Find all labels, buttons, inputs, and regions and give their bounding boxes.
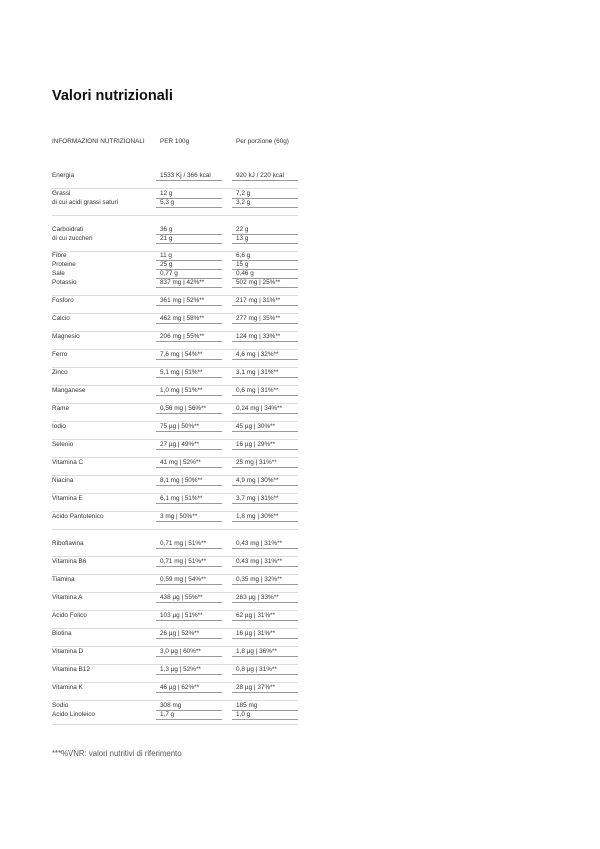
- nutrient-label: Potassio: [52, 279, 77, 286]
- table-header: [52, 134, 298, 148]
- value-per-portion: 15 g: [236, 261, 249, 268]
- row-divider: [156, 503, 222, 504]
- row-divider: [156, 521, 222, 522]
- nutrient-label: Rame: [52, 405, 70, 412]
- value-per-portion: 25 mg | 31%**: [236, 459, 277, 466]
- value-per-portion: 0,24 mg | 34%**: [236, 405, 283, 412]
- value-per-portion: 7,2 g: [236, 190, 251, 197]
- row-separator: [52, 403, 298, 404]
- value-per-portion: 6,6 g: [236, 252, 251, 259]
- row-divider: [232, 719, 298, 720]
- row-separator: [52, 475, 298, 476]
- row-separator: [52, 592, 298, 593]
- row-divider: [232, 674, 298, 675]
- value-per-100g: 3,0 µg | 60%**: [160, 648, 201, 655]
- row-divider: [232, 584, 298, 585]
- value-per-portion: 1,8 mg | 30%**: [236, 513, 279, 520]
- nutrient-label: Acido Linoleico: [52, 711, 95, 718]
- row-separator: [52, 574, 298, 575]
- value-per-portion: 62 µg | 31%**: [236, 612, 276, 619]
- row-separator: [52, 646, 298, 647]
- value-per-100g: 308 mg: [160, 702, 182, 709]
- row-divider: [232, 377, 298, 378]
- nutrient-label: Vitamina D: [52, 648, 84, 655]
- value-per-portion: 277 mg | 35%**: [236, 315, 281, 322]
- nutrient-label: Sodio: [52, 702, 69, 709]
- value-per-portion: 0,35 mg | 32%**: [236, 576, 283, 583]
- footnote: ***%VNR: valori nutritivi di riferimento: [52, 749, 182, 758]
- value-per-100g: 41 mg | 52%**: [160, 459, 201, 466]
- header-info: INFORMAZIONI NUTRIZIONALI: [52, 138, 145, 145]
- nutrient-label: Magnesio: [52, 333, 80, 340]
- row-divider: [232, 566, 298, 567]
- value-per-portion: 0,8 µg | 31%**: [236, 666, 277, 673]
- value-per-portion: 0,46 g: [236, 270, 254, 277]
- row-separator: [52, 457, 298, 458]
- row-separator: [52, 493, 298, 494]
- row-separator: [52, 682, 298, 683]
- row-divider: [156, 566, 222, 567]
- nutrient-label: Calcio: [52, 315, 70, 322]
- nutrient-label: Vitamina B12: [52, 666, 90, 673]
- row-separator: [52, 367, 298, 368]
- row-divider: [156, 674, 222, 675]
- nutrient-label: Fosforo: [52, 297, 74, 304]
- row-divider: [232, 548, 298, 549]
- nutrient-label: Acido Pantotenico: [52, 513, 104, 520]
- value-per-portion: 13 g: [236, 235, 249, 242]
- row-divider: [156, 377, 222, 378]
- value-per-100g: 0,77 g: [160, 270, 178, 277]
- value-per-portion: 16 µg | 31%**: [236, 630, 276, 637]
- value-per-portion: 1,0 g: [236, 711, 251, 718]
- header-per-100g: PER 100g: [160, 138, 190, 145]
- value-per-portion: 185 mg: [236, 702, 258, 709]
- value-per-100g: 1,3 µg | 52%**: [160, 666, 201, 673]
- row-divider: [156, 692, 222, 693]
- value-per-100g: 75 µg | 50%**: [160, 423, 200, 430]
- value-per-100g: 25 g: [160, 261, 173, 268]
- row-divider: [156, 287, 222, 288]
- row-separator: [52, 385, 298, 386]
- nutrient-label: Sale: [52, 270, 65, 277]
- nutrient-label: di cui zuccheri: [52, 235, 93, 242]
- row-divider: [232, 620, 298, 621]
- row-separator: [52, 700, 298, 701]
- row-divider: [156, 323, 222, 324]
- row-separator: [52, 313, 298, 314]
- value-per-portion: 1,8 µg | 36%**: [236, 648, 277, 655]
- page-title: Valori nutrizionali: [52, 88, 173, 104]
- row-divider: [156, 467, 222, 468]
- nutrient-label: Fibre: [52, 252, 67, 259]
- value-per-100g: 361 mg | 52%**: [160, 297, 205, 304]
- nutrient-label: Iodio: [52, 423, 66, 430]
- value-per-100g: 8,1 mg | 50%**: [160, 477, 203, 484]
- nutrient-label: Acido Folico: [52, 612, 87, 619]
- value-per-100g: 1533 Kj / 366 kcal: [160, 172, 211, 179]
- row-divider: [232, 602, 298, 603]
- row-divider: [232, 656, 298, 657]
- value-per-100g: 12 g: [160, 190, 173, 197]
- row-separator: [52, 529, 298, 530]
- row-divider: [232, 431, 298, 432]
- row-separator: [52, 421, 298, 422]
- nutrient-label: Proteine: [52, 261, 76, 268]
- value-per-100g: 36 g: [160, 226, 173, 233]
- value-per-portion: 0,6 mg | 31%**: [236, 387, 279, 394]
- value-per-100g: 27 µg | 49%**: [160, 441, 200, 448]
- value-per-100g: 438 µg | 55%**: [160, 594, 203, 601]
- nutrient-label: Vitamina C: [52, 459, 84, 466]
- value-per-100g: 21 g: [160, 235, 173, 242]
- value-per-100g: 0,59 mg | 54%**: [160, 576, 207, 583]
- row-divider: [156, 305, 222, 306]
- value-per-portion: 502 mg | 25%**: [236, 279, 281, 286]
- row-divider: [232, 323, 298, 324]
- row-divider: [232, 692, 298, 693]
- row-divider: [156, 413, 222, 414]
- row-separator: [52, 724, 298, 725]
- value-per-portion: 217 mg | 31%**: [236, 297, 281, 304]
- value-per-100g: 103 µg | 51%**: [160, 612, 203, 619]
- value-per-portion: 4,9 mg | 30%**: [236, 477, 279, 484]
- row-divider: [232, 287, 298, 288]
- row-divider: [232, 359, 298, 360]
- value-per-portion: 0,43 mg | 31%**: [236, 558, 283, 565]
- row-separator: [52, 610, 298, 611]
- row-divider: [232, 521, 298, 522]
- nutrient-label: Tiamina: [52, 576, 75, 583]
- header-per-portion: Per porzione (60g): [236, 138, 289, 145]
- row-separator: [52, 628, 298, 629]
- row-divider: [156, 485, 222, 486]
- nutrient-label: Ferro: [52, 351, 68, 358]
- row-divider: [232, 180, 298, 181]
- row-separator: [52, 511, 298, 512]
- row-separator: [52, 188, 298, 189]
- value-per-portion: 45 µg | 30%**: [236, 423, 276, 430]
- value-per-portion: 16 µg | 29%**: [236, 441, 276, 448]
- row-divider: [232, 449, 298, 450]
- value-per-100g: 11 g: [160, 252, 172, 259]
- nutrient-label: Vitamina B6: [52, 558, 87, 565]
- row-divider: [156, 449, 222, 450]
- value-per-100g: 1,0 mg | 51%**: [160, 387, 203, 394]
- value-per-100g: 5,3 g: [160, 199, 175, 206]
- row-separator: [52, 349, 298, 350]
- value-per-100g: 3 mg | 50%**: [160, 513, 198, 520]
- row-divider: [156, 180, 222, 181]
- row-divider: [232, 638, 298, 639]
- row-divider: [156, 431, 222, 432]
- value-per-portion: 22 g: [236, 226, 249, 233]
- value-per-100g: 0,71 mg | 51%**: [160, 540, 207, 547]
- row-divider: [156, 243, 222, 244]
- row-separator: [52, 215, 298, 216]
- row-divider: [232, 243, 298, 244]
- value-per-portion: 3,7 mg | 31%**: [236, 495, 279, 502]
- row-divider: [232, 503, 298, 504]
- value-per-portion: 263 µg | 33%**: [236, 594, 279, 601]
- row-divider: [232, 395, 298, 396]
- nutrient-label: di cui acidi grassi saturi: [52, 199, 119, 206]
- row-divider: [156, 602, 222, 603]
- row-separator: [52, 439, 298, 440]
- nutrient-label: Biotina: [52, 630, 72, 637]
- nutrient-label: Riboflavina: [52, 540, 84, 547]
- row-divider: [232, 467, 298, 468]
- row-divider: [156, 341, 222, 342]
- value-per-100g: 6,1 mg | 51%**: [160, 495, 203, 502]
- row-divider: [156, 719, 222, 720]
- value-per-100g: 26 µg | 52%**: [160, 630, 200, 637]
- row-separator: [52, 331, 298, 332]
- row-divider: [156, 638, 222, 639]
- value-per-100g: 0,71 mg | 51%**: [160, 558, 207, 565]
- value-per-portion: 3,2 g: [236, 199, 251, 206]
- row-divider: [232, 305, 298, 306]
- value-per-portion: 4,6 mg | 32%**: [236, 351, 279, 358]
- value-per-portion: 3,1 mg | 31%**: [236, 369, 279, 376]
- row-divider: [156, 620, 222, 621]
- nutrient-label: Zinco: [52, 369, 68, 376]
- value-per-100g: 7,6 mg | 54%**: [160, 351, 203, 358]
- nutrient-label: Vitamina E: [52, 495, 83, 502]
- row-divider: [156, 548, 222, 549]
- nutrient-label: Grassi: [52, 190, 71, 197]
- value-per-100g: 5,1 mg | 51%**: [160, 369, 203, 376]
- value-per-portion: 920 kJ / 220 kcal: [236, 172, 284, 179]
- value-per-100g: 46 µg | 62%**: [160, 684, 200, 691]
- row-separator: [52, 664, 298, 665]
- value-per-100g: 837 mg | 42%**: [160, 279, 205, 286]
- value-per-100g: 0,56 mg | 56%**: [160, 405, 207, 412]
- nutrient-label: Manganese: [52, 387, 86, 394]
- value-per-100g: 462 mg | 58%**: [160, 315, 205, 322]
- row-divider: [156, 359, 222, 360]
- row-divider: [156, 207, 222, 208]
- nutrient-label: Carboidrati: [52, 226, 84, 233]
- value-per-portion: 124 mg | 33%**: [236, 333, 281, 340]
- row-divider: [232, 207, 298, 208]
- value-per-100g: 206 mg | 55%**: [160, 333, 205, 340]
- row-divider: [232, 341, 298, 342]
- value-per-100g: 1,7 g: [160, 711, 175, 718]
- value-per-portion: 0,43 mg | 31%**: [236, 540, 283, 547]
- row-divider: [232, 413, 298, 414]
- row-divider: [156, 584, 222, 585]
- nutrient-label: Niacina: [52, 477, 74, 484]
- row-separator: [52, 556, 298, 557]
- row-separator: [52, 295, 298, 296]
- nutrient-label: Vitamina A: [52, 594, 83, 601]
- value-per-portion: 28 µg | 37%**: [236, 684, 276, 691]
- nutrient-label: Energia: [52, 172, 75, 179]
- row-divider: [156, 395, 222, 396]
- nutrient-label: Vitamina K: [52, 684, 83, 691]
- row-divider: [156, 656, 222, 657]
- row-divider: [232, 485, 298, 486]
- nutrient-label: Selenio: [52, 441, 74, 448]
